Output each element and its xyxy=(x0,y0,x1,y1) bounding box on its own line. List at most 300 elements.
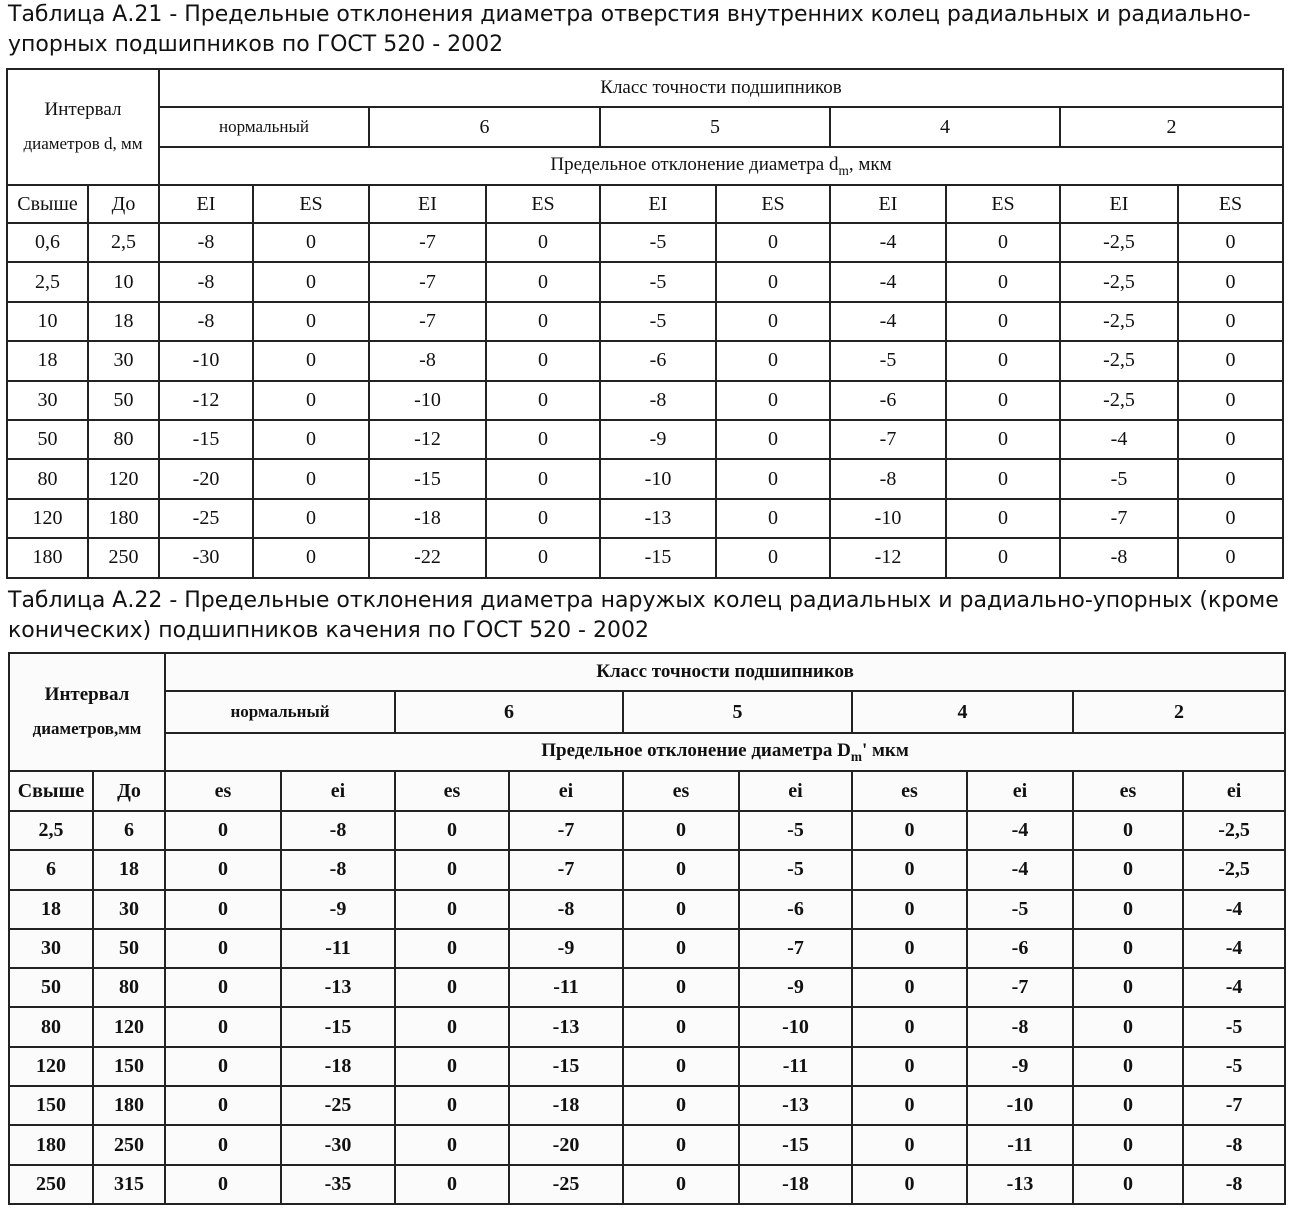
cell-from: 180 xyxy=(7,538,88,577)
cell-value: -12 xyxy=(369,420,486,459)
cell-value: 0 xyxy=(165,1007,281,1046)
cell-value: 0 xyxy=(716,223,830,262)
cell-value: 0 xyxy=(165,890,281,929)
cell-value: -5 xyxy=(830,341,946,380)
cell-value: 0 xyxy=(486,262,600,301)
cell-value: -15 xyxy=(600,538,716,577)
cell-value: -13 xyxy=(281,968,395,1007)
cell-value: 0 xyxy=(1073,811,1183,850)
cell-from: 150 xyxy=(9,1086,93,1125)
cell-value: 0 xyxy=(253,302,369,341)
cell-value: -6 xyxy=(967,929,1073,968)
cell-value: -8 xyxy=(1183,1125,1285,1164)
table1-col-ei: EI xyxy=(830,185,946,223)
table1-class-4: 4 xyxy=(830,107,1060,147)
cell-value: -5 xyxy=(739,811,852,850)
cell-from: 180 xyxy=(9,1125,93,1164)
cell-value: 0 xyxy=(1073,1165,1183,1204)
cell-value: -2,5 xyxy=(1183,850,1285,889)
cell-value: 0 xyxy=(395,890,509,929)
table1-col-es: ES xyxy=(716,185,830,223)
cell-value: 0 xyxy=(716,302,830,341)
cell-value: 0 xyxy=(1178,302,1283,341)
table2-col-es: es xyxy=(852,771,967,811)
cell-value: -18 xyxy=(281,1047,395,1086)
cell-value: 0 xyxy=(852,929,967,968)
cell-value: 0 xyxy=(395,1086,509,1125)
cell-to: 120 xyxy=(93,1007,165,1046)
cell-value: -8 xyxy=(281,811,395,850)
cell-value: -7 xyxy=(1183,1086,1285,1125)
cell-value: 0 xyxy=(946,538,1060,577)
cell-value: -5 xyxy=(1060,459,1178,498)
cell-value: -5 xyxy=(739,850,852,889)
cell-value: -2,5 xyxy=(1183,811,1285,850)
table1-col-ei: EI xyxy=(159,185,253,223)
cell-value: -30 xyxy=(281,1125,395,1164)
table2-class-6: 6 xyxy=(395,691,623,733)
cell-value: 0 xyxy=(165,929,281,968)
cell-value: -2,5 xyxy=(1060,341,1178,380)
table1-col-es: ES xyxy=(1178,185,1283,223)
table-row xyxy=(9,890,1285,929)
cell-value: 0 xyxy=(1073,850,1183,889)
table2-col-from: Свыше xyxy=(9,771,93,811)
cell-from: 10 xyxy=(7,302,88,341)
table-row xyxy=(9,968,1285,1007)
cell-value: 0 xyxy=(1073,929,1183,968)
cell-value: 0 xyxy=(1178,381,1283,420)
cell-to: 80 xyxy=(93,968,165,1007)
table-row xyxy=(9,811,1285,850)
table2-caption-line2: конических) подшипников качения по ГОСТ 520 - 2002 xyxy=(8,618,649,643)
cell-value: 0 xyxy=(852,850,967,889)
table2-deviation-header: Предельное отклонение диаметра $D_m'$ мкм xyxy=(165,733,1285,771)
cell-value: 0 xyxy=(716,420,830,459)
table1-col-ei: EI xyxy=(600,185,716,223)
cell-value: -8 xyxy=(509,890,623,929)
cell-value: 0 xyxy=(716,381,830,420)
cell-value: -8 xyxy=(830,459,946,498)
cell-value: 0 xyxy=(852,1007,967,1046)
cell-value: -7 xyxy=(369,262,486,301)
cell-value: 0 xyxy=(852,1086,967,1125)
cell-value: 0 xyxy=(1178,499,1283,538)
table2-class-normal: нормальный xyxy=(165,691,395,733)
table2-caption xyxy=(8,586,1279,646)
table2-col-es: es xyxy=(395,771,509,811)
table2-col-es: es xyxy=(623,771,739,811)
cell-value: 0 xyxy=(165,850,281,889)
table-row xyxy=(9,1125,1285,1164)
cell-value: 0 xyxy=(852,811,967,850)
cell-value: 0 xyxy=(852,1125,967,1164)
cell-value: 0 xyxy=(395,1125,509,1164)
table2 xyxy=(8,652,1286,1205)
cell-from: 2,5 xyxy=(7,262,88,301)
cell-value: -6 xyxy=(739,890,852,929)
cell-value: -12 xyxy=(830,538,946,577)
cell-value: 0 xyxy=(623,1007,739,1046)
table2-col-ei: ei xyxy=(281,771,395,811)
cell-value: -4 xyxy=(1060,420,1178,459)
cell-value: -20 xyxy=(159,459,253,498)
cell-value: 0 xyxy=(165,1086,281,1125)
cell-value: -10 xyxy=(830,499,946,538)
cell-value: 0 xyxy=(253,420,369,459)
cell-value: -13 xyxy=(600,499,716,538)
cell-value: -5 xyxy=(967,890,1073,929)
cell-value: -10 xyxy=(967,1086,1073,1125)
cell-value: 0 xyxy=(1073,890,1183,929)
cell-value: -8 xyxy=(1183,1165,1285,1204)
cell-value: 0 xyxy=(395,811,509,850)
table2-interval-header xyxy=(9,653,165,771)
cell-value: -5 xyxy=(1183,1047,1285,1086)
cell-value: -18 xyxy=(739,1165,852,1204)
cell-value: 0 xyxy=(165,811,281,850)
cell-value: -4 xyxy=(967,850,1073,889)
cell-to: 180 xyxy=(93,1086,165,1125)
cell-value: -4 xyxy=(1183,929,1285,968)
table2-col-ei: ei xyxy=(967,771,1073,811)
cell-value: -10 xyxy=(600,459,716,498)
cell-value: -10 xyxy=(159,341,253,380)
cell-value: -5 xyxy=(600,302,716,341)
table2-col-es: es xyxy=(1073,771,1183,811)
cell-value: -15 xyxy=(509,1047,623,1086)
cell-value: -8 xyxy=(159,302,253,341)
cell-value: -12 xyxy=(159,381,253,420)
cell-value: -11 xyxy=(739,1047,852,1086)
table1-deviation-header: Предельное отклонение диаметра $d_m$, мкм xyxy=(159,147,1283,185)
cell-value: -5 xyxy=(600,223,716,262)
cell-value: -15 xyxy=(159,420,253,459)
table1-col-ei: EI xyxy=(369,185,486,223)
cell-value: -2,5 xyxy=(1060,262,1178,301)
cell-value: 0 xyxy=(623,850,739,889)
cell-to: 6 xyxy=(93,811,165,850)
table1-caption-line1: Таблица А.21 - Предельные отклонения диаметра отверстия внутренних колец радиальных и радиально- xyxy=(8,2,1251,27)
cell-to: 120 xyxy=(88,459,159,498)
cell-value: -4 xyxy=(830,223,946,262)
table-row xyxy=(7,341,1283,380)
cell-value: -2,5 xyxy=(1060,302,1178,341)
cell-value: 0 xyxy=(852,968,967,1007)
cell-value: 0 xyxy=(1073,1086,1183,1125)
table1-col-es: ES xyxy=(253,185,369,223)
cell-value: 0 xyxy=(253,538,369,577)
table1-interval-header xyxy=(7,69,159,185)
cell-from: 250 xyxy=(9,1165,93,1204)
table-row xyxy=(7,420,1283,459)
cell-value: -35 xyxy=(281,1165,395,1204)
cell-value: 0 xyxy=(623,1047,739,1086)
cell-value: 0 xyxy=(486,420,600,459)
cell-value: -9 xyxy=(509,929,623,968)
table2-col-es: es xyxy=(165,771,281,811)
cell-value: -15 xyxy=(369,459,486,498)
cell-value: -4 xyxy=(830,302,946,341)
cell-value: -2,5 xyxy=(1060,223,1178,262)
table-row xyxy=(7,381,1283,420)
cell-value: 0 xyxy=(946,381,1060,420)
table-row xyxy=(7,459,1283,498)
table1-class-normal: нормальный xyxy=(159,107,369,147)
table-row xyxy=(7,499,1283,538)
table2-body xyxy=(9,811,1285,1204)
table1-column-headers xyxy=(7,185,1283,223)
cell-value: 0 xyxy=(395,1165,509,1204)
cell-value: 0 xyxy=(395,850,509,889)
cell-value: -4 xyxy=(967,811,1073,850)
cell-from: 120 xyxy=(9,1047,93,1086)
cell-value: 0 xyxy=(486,381,600,420)
cell-value: 0 xyxy=(1178,538,1283,577)
cell-value: 0 xyxy=(1073,1007,1183,1046)
cell-value: -8 xyxy=(159,223,253,262)
cell-to: 80 xyxy=(88,420,159,459)
cell-value: 0 xyxy=(486,223,600,262)
cell-value: 0 xyxy=(1073,1125,1183,1164)
cell-from: 30 xyxy=(9,929,93,968)
cell-value: -15 xyxy=(281,1007,395,1046)
cell-value: -18 xyxy=(369,499,486,538)
table1-col-es: ES xyxy=(946,185,1060,223)
cell-value: -7 xyxy=(830,420,946,459)
cell-value: 0 xyxy=(852,1165,967,1204)
cell-value: 0 xyxy=(1178,223,1283,262)
table1-col-from: Свыше xyxy=(7,185,88,223)
table2-interval-label-2: диаметров,мм xyxy=(32,719,142,738)
table-row xyxy=(9,1165,1285,1204)
cell-value: -11 xyxy=(281,929,395,968)
cell-from: 18 xyxy=(7,341,88,380)
cell-value: 0 xyxy=(623,1125,739,1164)
cell-value: -6 xyxy=(830,381,946,420)
cell-value: -20 xyxy=(509,1125,623,1164)
cell-to: 18 xyxy=(93,850,165,889)
table-row xyxy=(7,223,1283,262)
cell-value: -9 xyxy=(281,890,395,929)
cell-value: -11 xyxy=(967,1125,1073,1164)
cell-value: 0 xyxy=(253,223,369,262)
cell-value: 0 xyxy=(716,499,830,538)
table1-interval-label-2: диаметров d, мм xyxy=(23,134,143,153)
cell-value: 0 xyxy=(852,1047,967,1086)
cell-to: 150 xyxy=(93,1047,165,1086)
cell-value: -7 xyxy=(369,223,486,262)
table1-class-header: Класс точности подшипников xyxy=(159,69,1283,107)
table1-class-5: 5 xyxy=(600,107,830,147)
cell-value: 0 xyxy=(623,968,739,1007)
table2-caption-line1: Таблица А.22 - Предельные отклонения диаметра наружых колец радиальных и радиально-упорных (кроме xyxy=(8,588,1279,613)
cell-value: 0 xyxy=(486,538,600,577)
cell-value: -8 xyxy=(1060,538,1178,577)
table1-col-to: До xyxy=(88,185,159,223)
cell-value: 0 xyxy=(716,341,830,380)
cell-value: -6 xyxy=(600,341,716,380)
cell-value: -7 xyxy=(369,302,486,341)
cell-value: 0 xyxy=(395,968,509,1007)
cell-from: 30 xyxy=(7,381,88,420)
cell-to: 50 xyxy=(88,381,159,420)
cell-value: -7 xyxy=(1060,499,1178,538)
cell-value: 0 xyxy=(253,262,369,301)
cell-value: 0 xyxy=(1178,341,1283,380)
table2-col-ei: ei xyxy=(739,771,852,811)
table-row xyxy=(7,302,1283,341)
cell-value: -7 xyxy=(739,929,852,968)
cell-value: -5 xyxy=(600,262,716,301)
cell-value: 0 xyxy=(1073,968,1183,1007)
table2-col-to: До xyxy=(93,771,165,811)
cell-value: 0 xyxy=(716,262,830,301)
table1-col-es: ES xyxy=(486,185,600,223)
table-row xyxy=(9,1007,1285,1046)
cell-value: -10 xyxy=(739,1007,852,1046)
table1-caption-line2: упорных подшипников по ГОСТ 520 - 2002 xyxy=(8,32,504,57)
cell-to: 250 xyxy=(88,538,159,577)
cell-from: 0,6 xyxy=(7,223,88,262)
cell-from: 50 xyxy=(9,968,93,1007)
cell-value: 0 xyxy=(946,302,1060,341)
cell-to: 250 xyxy=(93,1125,165,1164)
cell-value: 0 xyxy=(165,968,281,1007)
cell-value: -30 xyxy=(159,538,253,577)
cell-value: -10 xyxy=(369,381,486,420)
cell-value: 0 xyxy=(253,459,369,498)
cell-value: 0 xyxy=(253,381,369,420)
cell-value: 0 xyxy=(623,1165,739,1204)
table-row xyxy=(9,929,1285,968)
cell-value: -8 xyxy=(281,850,395,889)
table-row xyxy=(7,262,1283,301)
table2-class-5: 5 xyxy=(623,691,852,733)
cell-value: -15 xyxy=(739,1125,852,1164)
cell-value: 0 xyxy=(395,1047,509,1086)
cell-value: 0 xyxy=(253,499,369,538)
table-row xyxy=(7,538,1283,577)
table1-col-ei: EI xyxy=(1060,185,1178,223)
cell-value: 0 xyxy=(623,811,739,850)
cell-value: 0 xyxy=(946,262,1060,301)
table2-class-2: 2 xyxy=(1073,691,1285,733)
cell-value: -7 xyxy=(509,850,623,889)
cell-value: -8 xyxy=(159,262,253,301)
table1-class-2: 2 xyxy=(1060,107,1283,147)
cell-to: 30 xyxy=(93,890,165,929)
cell-value: -25 xyxy=(509,1165,623,1204)
cell-value: 0 xyxy=(165,1047,281,1086)
cell-from: 120 xyxy=(7,499,88,538)
cell-value: -13 xyxy=(967,1165,1073,1204)
table-row xyxy=(9,1047,1285,1086)
cell-value: 0 xyxy=(716,538,830,577)
cell-value: 0 xyxy=(395,929,509,968)
table1-class-6: 6 xyxy=(369,107,600,147)
table2-class-4: 4 xyxy=(852,691,1073,733)
table2-col-ei: ei xyxy=(509,771,623,811)
cell-value: -9 xyxy=(967,1047,1073,1086)
cell-value: -4 xyxy=(830,262,946,301)
cell-value: -11 xyxy=(509,968,623,1007)
cell-value: 0 xyxy=(946,341,1060,380)
cell-to: 10 xyxy=(88,262,159,301)
cell-value: -13 xyxy=(739,1086,852,1125)
cell-value: 0 xyxy=(486,341,600,380)
cell-value: 0 xyxy=(623,1086,739,1125)
cell-value: -9 xyxy=(600,420,716,459)
cell-value: -13 xyxy=(509,1007,623,1046)
cell-value: -7 xyxy=(967,968,1073,1007)
cell-to: 2,5 xyxy=(88,223,159,262)
table1-body xyxy=(7,223,1283,578)
cell-value: -8 xyxy=(600,381,716,420)
cell-value: 0 xyxy=(946,223,1060,262)
cell-to: 315 xyxy=(93,1165,165,1204)
cell-value: -9 xyxy=(739,968,852,1007)
cell-to: 30 xyxy=(88,341,159,380)
cell-value: -7 xyxy=(509,811,623,850)
cell-value: 0 xyxy=(623,890,739,929)
cell-from: 18 xyxy=(9,890,93,929)
cell-value: -8 xyxy=(369,341,486,380)
cell-value: -4 xyxy=(1183,890,1285,929)
table1 xyxy=(6,68,1284,579)
table2-interval-label-1: Интервал xyxy=(44,684,130,705)
cell-value: -5 xyxy=(1183,1007,1285,1046)
table2-col-ei: ei xyxy=(1183,771,1285,811)
cell-value: 0 xyxy=(395,1007,509,1046)
cell-from: 6 xyxy=(9,850,93,889)
cell-value: -8 xyxy=(967,1007,1073,1046)
table2-column-headers xyxy=(9,771,1285,811)
cell-value: 0 xyxy=(1178,459,1283,498)
cell-value: -2,5 xyxy=(1060,381,1178,420)
cell-value: 0 xyxy=(946,499,1060,538)
cell-value: -25 xyxy=(281,1086,395,1125)
cell-value: 0 xyxy=(946,420,1060,459)
cell-value: -4 xyxy=(1183,968,1285,1007)
cell-value: 0 xyxy=(852,890,967,929)
cell-value: -25 xyxy=(159,499,253,538)
cell-value: -22 xyxy=(369,538,486,577)
cell-value: 0 xyxy=(165,1125,281,1164)
cell-value: 0 xyxy=(946,459,1060,498)
cell-value: 0 xyxy=(1178,420,1283,459)
cell-value: 0 xyxy=(486,459,600,498)
table1-caption xyxy=(8,0,1251,60)
cell-value: 0 xyxy=(253,341,369,380)
cell-to: 18 xyxy=(88,302,159,341)
cell-from: 2,5 xyxy=(9,811,93,850)
table-row xyxy=(9,1086,1285,1125)
cell-to: 180 xyxy=(88,499,159,538)
cell-from: 80 xyxy=(7,459,88,498)
cell-value: 0 xyxy=(1073,1047,1183,1086)
cell-value: 0 xyxy=(486,302,600,341)
table1-interval-label-1: Интервал xyxy=(44,99,122,120)
cell-value: 0 xyxy=(716,459,830,498)
cell-value: -18 xyxy=(509,1086,623,1125)
table2-class-header: Класс точности подшипников xyxy=(165,653,1285,691)
cell-value: 0 xyxy=(623,929,739,968)
cell-value: 0 xyxy=(486,499,600,538)
table-row xyxy=(9,850,1285,889)
cell-value: 0 xyxy=(1178,262,1283,301)
cell-value: 0 xyxy=(165,1165,281,1204)
